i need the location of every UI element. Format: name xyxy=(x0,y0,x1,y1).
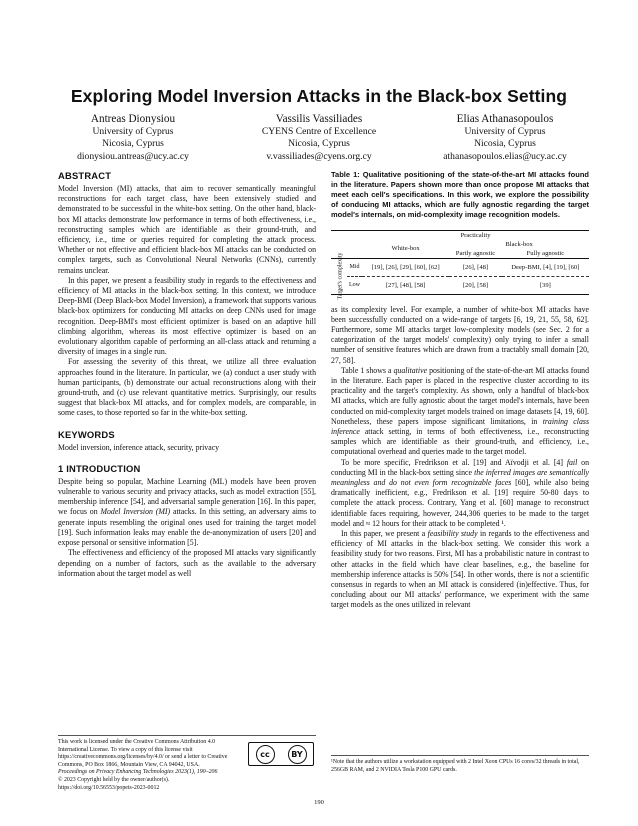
table-header-whitebox: White-box xyxy=(391,245,420,253)
intro-paragraph: The effectiveness and efficiency of the proposed MI attacks vary significantly depending on a number of factors, such as the available to the adversary information about the target model as well xyxy=(58,548,316,578)
table-row-group-label: Target's complexity xyxy=(337,252,344,300)
table-cell: [27], [48], [58] xyxy=(385,281,426,289)
table-cell: [20], [58] xyxy=(462,281,489,289)
right-column xyxy=(331,170,589,611)
doi-link[interactable]: https://doi.org/10.56553/popets-2023-0012 xyxy=(58,784,160,791)
copyright-line: © 2023 Copyright held by the owner/author(s). xyxy=(58,776,170,783)
footnote: ¹Note that the authors utilize a workstation equipped with 2 Intel Xeon CPUs 16 cores/32 threads in total, 256GB RAM, and 2 NVIDIA Tesla P100 GPU cards. xyxy=(331,755,589,774)
author-3 xyxy=(412,112,598,163)
page-number: 190 xyxy=(314,799,324,806)
table-row-label-low: Low xyxy=(349,282,360,289)
author-1 xyxy=(40,112,226,163)
author-affiliation: University of Cyprus xyxy=(92,126,174,137)
author-email: athanasopoulos.elias@ucy.ac.cy xyxy=(443,150,567,162)
author-location: Nicosia, Cyprus xyxy=(288,138,350,150)
body-paragraph: To be more specific, Fredrikson et al. [19] and Aïvodji et al. [4] fail on conducting MI in the black-box setting since the inferred images are semantically meaningless and do not even form recognizable faces [60], while also being dramatically inefficient, e.g., Fredrikson et al. [19] require 50-80 days to complete the attack process. Contrary, Yang et al. [60] manage to reconstruct identifiable faces requiring, however, 244,306 queries to be made to the target model and ≈ 12 hours for their attack to be completed ¹. xyxy=(331,457,590,528)
table-row-label-mid: Mid xyxy=(349,264,360,271)
abstract-paragraph: For assessing the severity of this threat, we utilize all three evaluation approaches found in the literature. In particular, we (a) conduct a user study with human participants, (b) demonstrate our actual reconstructions along with their ground-truth, and (c) use relevant quantitative metrics. Surprisingly, our results suggest that black-box MI attacks, and for complex models, are comparable, in some cases, to those reported so far in the white-box setting. xyxy=(58,357,316,418)
proceedings-line: Proceedings on Privacy Enhancing Technologies 2023(1), 190–206 xyxy=(58,769,218,776)
table-cell: [39] xyxy=(539,281,551,289)
table-cell: [19], [26], [29], [60], [62] xyxy=(371,263,440,271)
keywords-text: Model inversion, inference attack, security, privacy xyxy=(58,442,220,452)
table-1 xyxy=(331,230,589,300)
left-column xyxy=(58,170,316,579)
paper-title: Exploring Model Inversion Attacks in the Black-box Setting xyxy=(70,86,568,106)
by-icon: BY xyxy=(288,745,307,764)
table-header-blackbox: Black-box xyxy=(505,240,533,248)
author-block xyxy=(40,112,598,163)
author-affiliation: University of Cyprus xyxy=(464,126,546,137)
abstract-heading: ABSTRACT xyxy=(58,170,112,181)
table-cell: Deep-BMI, [4], [19], [60] xyxy=(511,263,580,271)
author-name: Vassilis Vassiliades xyxy=(275,113,363,125)
author-email: dionysiou.antreas@ucy.ac.cy xyxy=(77,150,189,162)
author-name: Antreas Dionysiou xyxy=(90,113,176,125)
table-header-partly: Partly agnostic xyxy=(455,249,496,257)
abstract-paragraph: Model Inversion (MI) attacks, that aim to recover semantically meaningful reconstructions for each target class, have been extensively studied and demonstrated to be successful in the white-box setting. On the other hand, black-box MI attacks demonstrate low performance in terms of both effectiveness, i.e., reconstructing samples which are identifiable as their ground-truth, and efficiency, i.e., time or queries required for completing the attack process. Whether or not effective and efficient black-box MI attacks can be conducted on complex targets, such as Convolutional Neural Networks (CNNs), currently remains unclear. xyxy=(58,184,316,275)
table-cell: [26], [48] xyxy=(462,263,489,271)
introduction-heading: 1 INTRODUCTION xyxy=(58,462,141,474)
keywords-heading: KEYWORDS xyxy=(58,428,115,440)
author-2 xyxy=(226,112,412,163)
body-paragraph: In this paper, we present a feasibility study in regards to the effectiveness and efficiency of MI attacks in the black-box setting. We consider this work a feasibility study for two reasons. First, MI has a probabilistic nature in contrast to other attacks in the field which have clear baselines, e.g., the baseline for membership inference attacks is 50% [54]. In other words, there is not a scientific consensus in regards to when an MI attack is considered (in)effective. Thus, for concluding about our MI attacks' performance, we experiment with the same target models as the ones utilized in relevant xyxy=(331,529,590,610)
license-text: This work is licensed under the Creative Commons Attribution 4.0 International License. To view a copy of this license visit https://creativecommons.org/licenses/by/4.0/ or send a letter to Creative Commons, PO Box 1866, Mountain View, CA 94042, USA. xyxy=(58,739,228,768)
body-paragraph: Table 1 shows a qualitative positioning of the state-of-the-art MI attacks found in the literature. Each paper is placed in the respective cluster according to its practicality and the target's complexity. As shown, only a handful of black-box MI attacks, which are fully agnostic about the target model's internals, have been conducted on mid-complexity target models trained on image datasets [4, 19, 60]. Nonetheless, these papers impose significant limitations, in training class inference attack setting, in terms of both effectiveness, i.e., reconstructing samples which are identifiable as their ground-truth, and efficiency, i.e., computational overhead and queries made to the target model. xyxy=(331,365,590,457)
license-block xyxy=(58,735,316,792)
author-location: Nicosia, Cyprus xyxy=(102,138,164,150)
body-paragraph: as its complexity level. For example, a number of white-box MI attacks have been successfully conducted on a wide-range of targets [6, 19, 21, 55, 58, 62]. Furthermore, some MI attacks target low-complexity models (see Sec. 2 for a categorization of the target models' complexity) only trying to infer a small number of sensitive features which are drawn from a tractably small domain [20, 27, 58]. xyxy=(331,304,589,365)
author-affiliation: CYENS Centre of Excellence xyxy=(261,126,377,137)
author-location: Nicosia, Cyprus xyxy=(474,138,536,150)
author-email: v.vassiliades@cyens.org.cy xyxy=(266,150,372,162)
table-header-practicality: Practicality xyxy=(460,231,491,239)
author-name: Elias Athanasopoulos xyxy=(456,113,554,125)
cc-by-badge-icon xyxy=(248,742,314,766)
intro-paragraph: Despite being so popular, Machine Learning (ML) models have been proven vulnerable to various security and privacy attacks, such as model extraction [55], membership inference [54], and adversarial sample generation [16]. In this paper, we focus on Model Inversion (MI) attacks. In this setting, an adversary aims to generate inputs resembling the original ones used for training the target model [19]. Such information leaks may enable the de-anonymization of users [20] and expose personal or sensitive information [5]. xyxy=(58,476,316,548)
abstract-paragraph: In this paper, we present a feasibility study in regards to the effectiveness and efficiency of MI attacks in the black-box setting. In this context, we introduce Deep-BMI (Deep Black-box Model Inversion), a framework that supports various black-box optimizers for conducting MI attacks on deep CNNs used for image recognition. Deep-BMI's most efficient optimizer is based on an adaptive hill climbing algorithm, whereas its most effective optimizer is based on an evolutionary algorithm capable of performing an all-class attack and returning a diversity of images in a single run. xyxy=(58,275,316,357)
table-caption: Table 1: Qualitative positioning of the state-of-the-art MI attacks found in the literature. Papers shown more than once propose MI attacks that meet each cell's specifications. In this work, we explore the possibility of conducing MI attacks, which are fully agnostic regarding the target model's internals, on mid-complexity image recognition models. xyxy=(331,170,589,219)
cc-icon: cc xyxy=(256,745,275,764)
table-header-fully: Fully agnostic xyxy=(526,249,565,257)
